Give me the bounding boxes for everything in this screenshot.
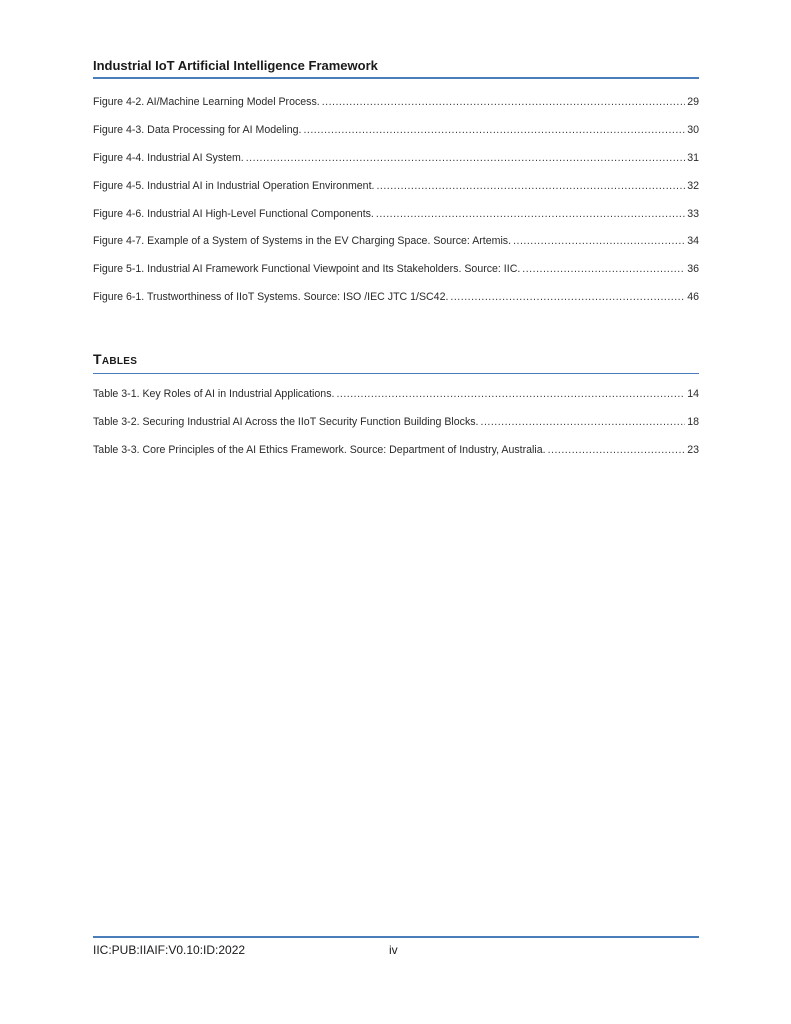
toc-entry-figure[interactable]	[93, 206, 699, 222]
toc-entry-figure[interactable]	[93, 178, 699, 194]
toc-entry-figure[interactable]	[93, 122, 699, 138]
footer-page-number: iv	[389, 943, 398, 957]
dot-leader	[522, 261, 685, 277]
toc-entry-page: 36	[687, 263, 699, 275]
tables-heading-rule	[93, 373, 699, 374]
toc-entry-figure[interactable]	[93, 233, 699, 249]
tables-section-heading: Tables	[93, 351, 138, 367]
toc-entry-label: Figure 4-6. Industrial AI High-Level Functional Components.	[93, 208, 374, 220]
toc-entry-label: Figure 5-1. Industrial AI Framework Functional Viewpoint and Its Stakeholders. Source: IIC.	[93, 263, 521, 275]
toc-entry-page: 32	[687, 180, 699, 192]
toc-entry-page: 30	[687, 124, 699, 136]
dot-leader	[450, 289, 685, 305]
toc-entry-table[interactable]	[93, 386, 699, 402]
toc-entry-page: 23	[687, 444, 699, 456]
dot-leader	[336, 386, 685, 402]
toc-entry-label: Figure 4-7. Example of a System of Systems in the EV Charging Space. Source: Artemis.	[93, 235, 512, 247]
toc-entry-page: 14	[687, 388, 699, 400]
toc-entry-label: Figure 4-3. Data Processing for AI Modeling.	[93, 124, 302, 136]
toc-entry-label: Figure 6-1. Trustworthiness of IIoT Systems. Source: ISO /IEC JTC 1/SC42.	[93, 291, 449, 303]
toc-entry-page: 33	[687, 208, 699, 220]
toc-entry-table[interactable]	[93, 442, 699, 458]
toc-entry-page: 34	[687, 235, 699, 247]
footer-document-id: IIC:PUB:IIAIF:V0.10:ID:2022	[93, 943, 246, 957]
header-rule	[93, 77, 699, 79]
toc-entry-label: Table 3-2. Securing Industrial AI Across the IIoT Security Function Building Blocks.	[93, 416, 479, 428]
dot-leader	[513, 233, 685, 249]
dot-leader	[548, 442, 686, 458]
dot-leader	[376, 206, 685, 222]
running-header-title: Industrial IoT Artificial Intelligence Framework	[93, 58, 378, 73]
toc-entry-page: 29	[687, 96, 699, 108]
toc-entry-label: Figure 4-5. Industrial AI in Industrial Operation Environment.	[93, 180, 375, 192]
footer-rule	[93, 936, 699, 938]
dot-leader	[303, 122, 685, 138]
dot-leader	[322, 94, 685, 110]
toc-entry-table[interactable]	[93, 414, 699, 430]
toc-entry-figure[interactable]	[93, 150, 699, 166]
toc-entry-label: Table 3-1. Key Roles of AI in Industrial Applications.	[93, 388, 335, 400]
toc-entry-label: Table 3-3. Core Principles of the AI Ethics Framework. Source: Department of Industry, Australia.	[93, 444, 546, 456]
dot-leader	[481, 414, 686, 430]
toc-entry-figure[interactable]	[93, 94, 699, 110]
toc-entry-page: 18	[687, 416, 699, 428]
dot-leader	[246, 150, 685, 166]
toc-entry-label: Figure 4-2. AI/Machine Learning Model Process.	[93, 96, 320, 108]
toc-entry-label: Figure 4-4. Industrial AI System.	[93, 152, 244, 164]
toc-entry-figure[interactable]	[93, 289, 699, 305]
toc-entry-figure[interactable]	[93, 261, 699, 277]
toc-entry-page: 31	[687, 152, 699, 164]
toc-entry-page: 46	[687, 291, 699, 303]
dot-leader	[376, 178, 685, 194]
